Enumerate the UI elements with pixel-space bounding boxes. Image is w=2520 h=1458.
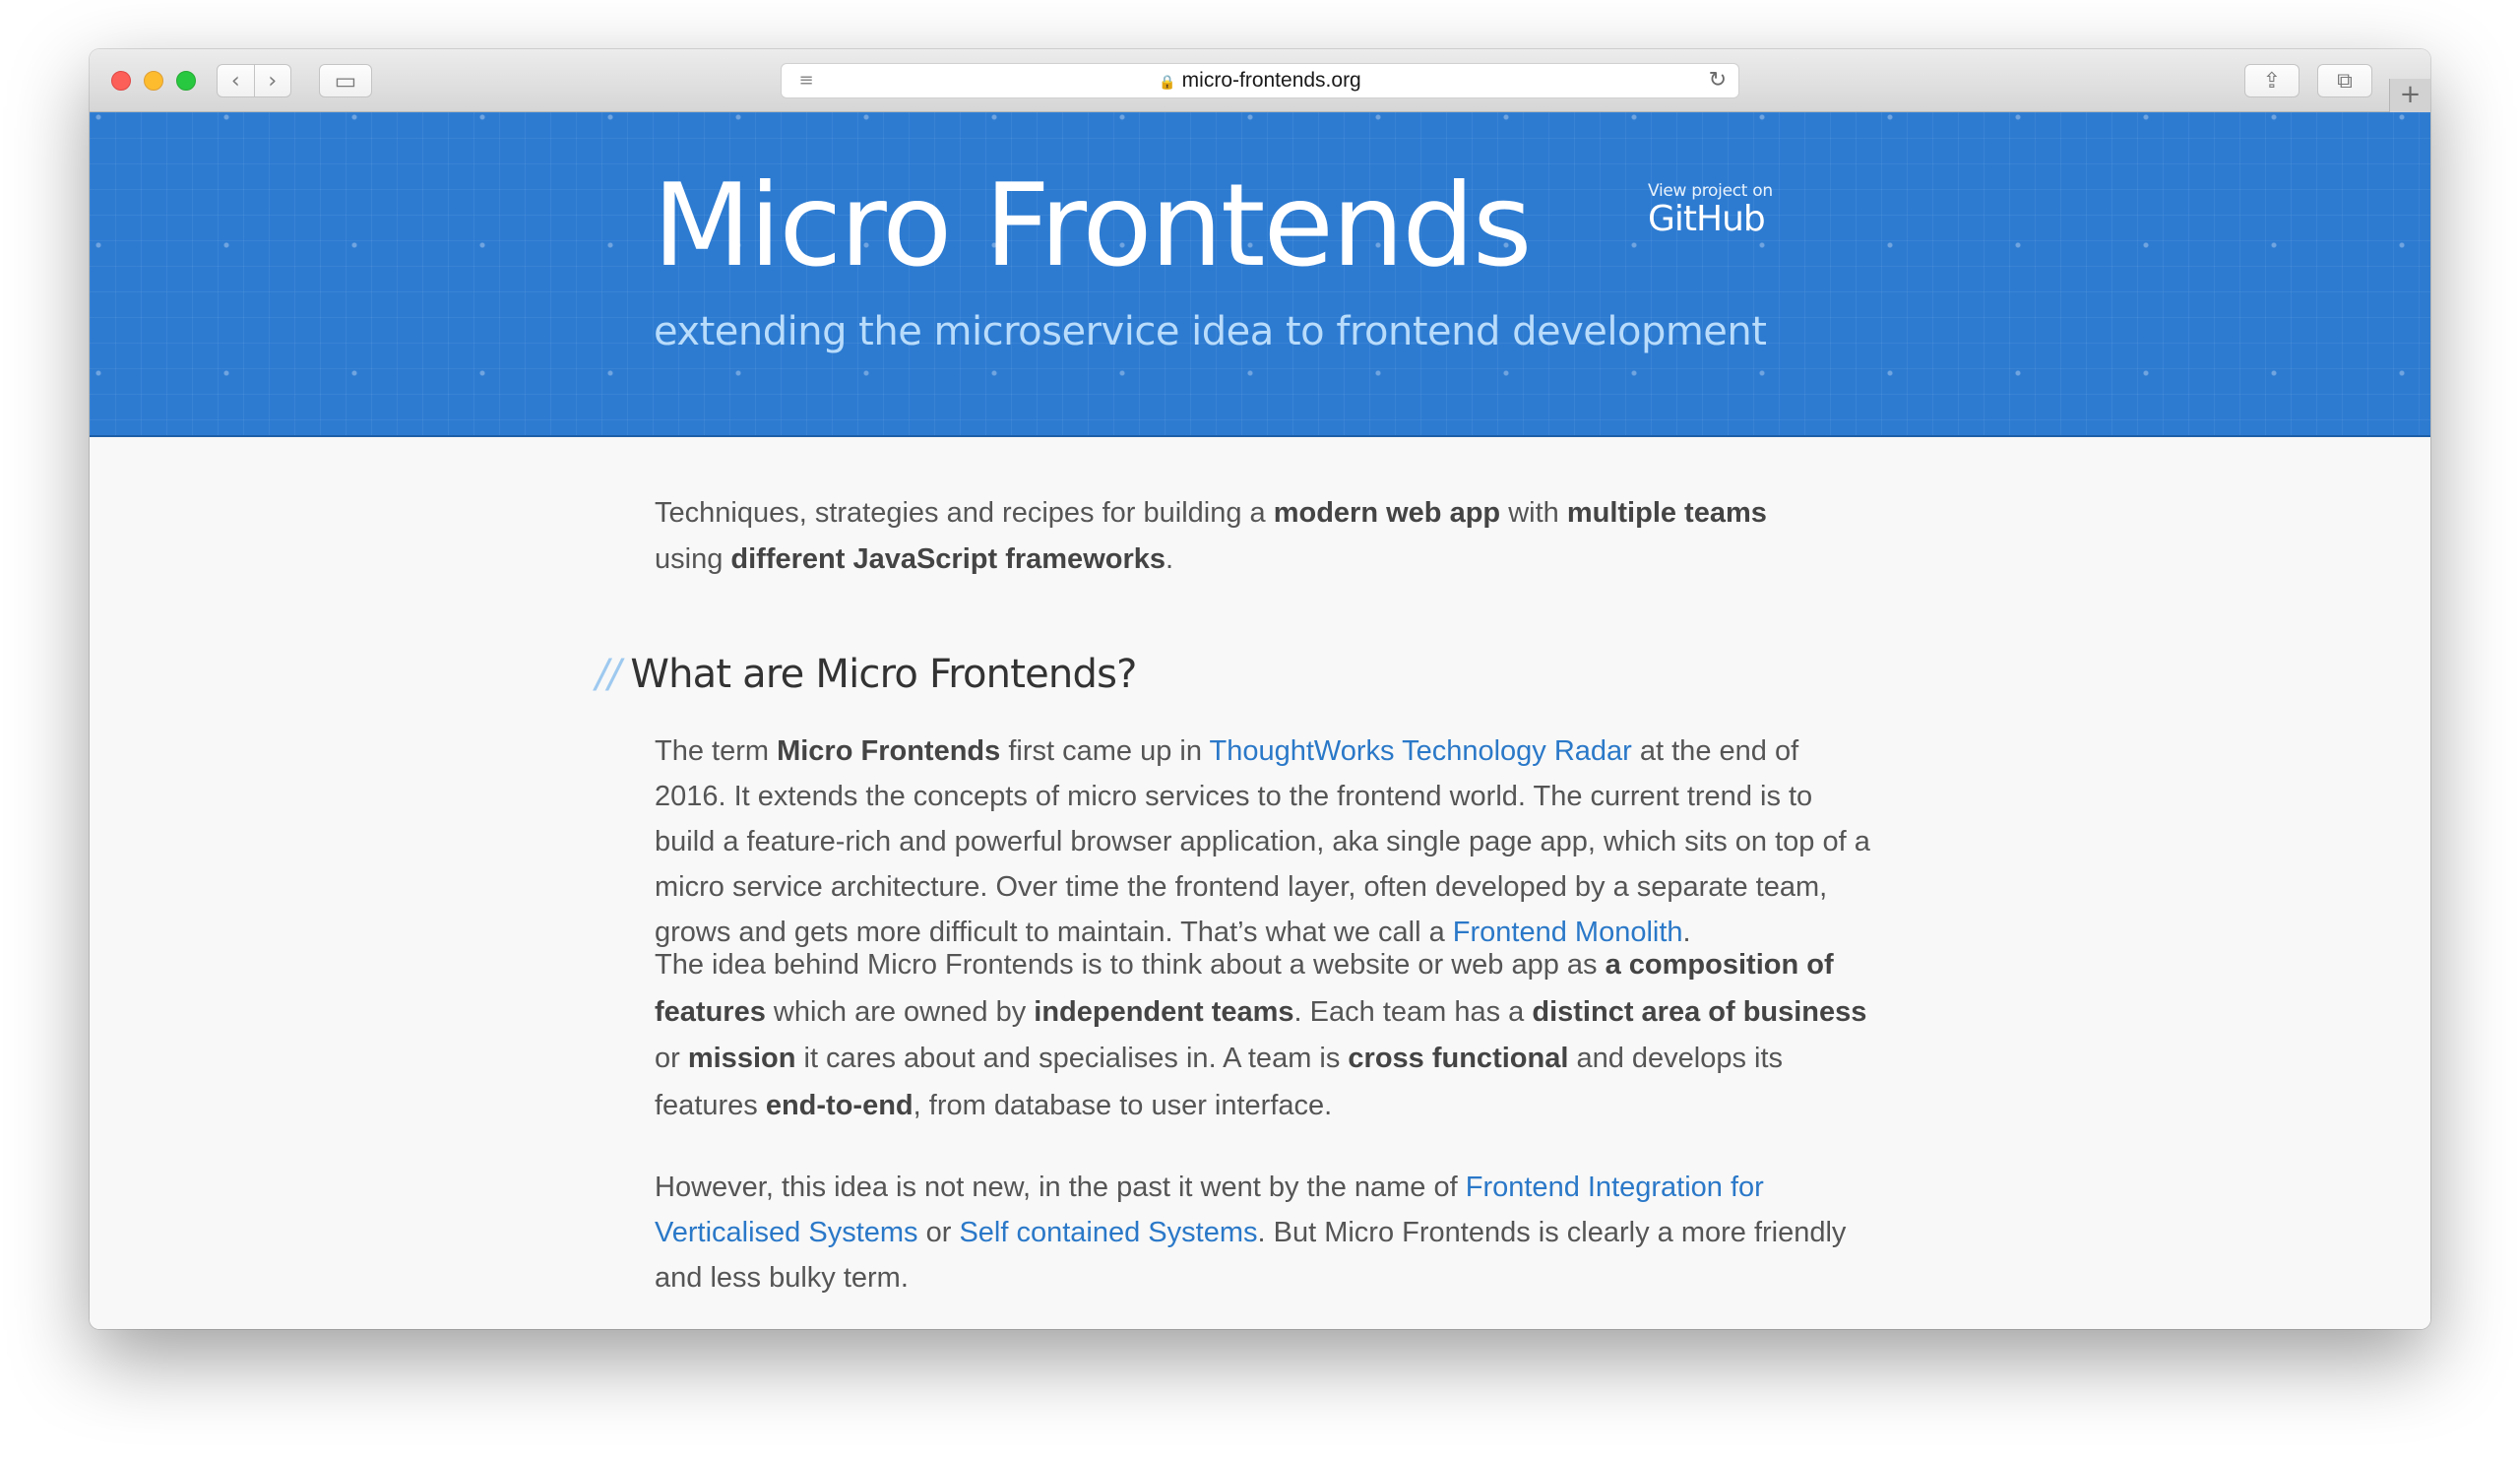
page-title: Micro Frontends	[653, 159, 1531, 292]
close-window-button[interactable]	[111, 71, 131, 91]
lock-icon: 🔒	[1159, 75, 1176, 91]
url-display[interactable]	[782, 64, 1738, 97]
text: The term	[655, 735, 778, 767]
text: The idea behind Micro Frontends is to think about a website or web app as	[655, 949, 1606, 981]
minimize-window-button[interactable]	[144, 71, 163, 91]
github-link-caption: View project on	[1648, 181, 1773, 201]
text: or	[655, 1043, 688, 1074]
emphasis: multiple teams	[1566, 497, 1767, 529]
emphasis: end-to-end	[765, 1089, 914, 1121]
frontend-monolith-link[interactable]: Frontend Monolith	[1452, 917, 1683, 948]
heading-slashes: //	[596, 652, 621, 697]
github-link-label: GitHub	[1648, 199, 1765, 239]
emphasis: modern web app	[1273, 497, 1501, 529]
heading-text: What are Micro Frontends?	[630, 652, 1137, 697]
forward-icon[interactable]: ›	[268, 68, 278, 94]
text: .	[1682, 917, 1691, 948]
main-content	[90, 439, 2430, 1329]
section-heading	[596, 652, 1137, 697]
emphasis: different JavaScript frameworks	[730, 543, 1166, 575]
zoom-window-button[interactable]	[176, 71, 196, 91]
text: and develops its features	[655, 1043, 1784, 1121]
text: or	[917, 1217, 960, 1248]
text: . But Micro Frontends is clearly a more friendly and less bulky term.	[655, 1217, 1847, 1294]
url-text: micro-frontends.org	[1181, 69, 1361, 92]
share-button[interactable]	[2244, 64, 2300, 97]
sidebar-icon: ▭	[334, 67, 357, 95]
text: at the end of 2016. It extends the concepts of micro services to the frontend world. The current trend is to build a feature-rich and powerful browser application, aka single page app, which sits on top of a micro service architecture. Over time the frontend layer, often developed by a separate team, grows and gets more difficult to maintain. That’s what we call a	[655, 735, 1870, 948]
text: it cares about and specialises in. A team is	[795, 1043, 1349, 1074]
text: Techniques, strategies and recipes for building a	[655, 497, 1274, 529]
emphasis: Micro Frontends	[777, 735, 1001, 767]
navigation-buttons	[217, 64, 291, 97]
text: first came up in	[1000, 735, 1210, 767]
page-tagline: extending the microservice idea to frontend development	[654, 309, 1767, 354]
emphasis: distinct area of business	[1532, 995, 1867, 1028]
text: . Each team has a	[1293, 995, 1533, 1028]
intro-paragraph	[655, 490, 1875, 583]
verticalised-systems-link[interactable]: Frontend Integration for Verticalised Systems	[655, 1172, 1764, 1248]
text: which are owned by	[765, 995, 1035, 1028]
sidebar-toggle-button[interactable]	[319, 64, 372, 97]
text: , from database to user interface.	[913, 1089, 1333, 1121]
emphasis: independent teams	[1034, 995, 1294, 1028]
emphasis: cross functional	[1348, 1043, 1569, 1074]
back-icon[interactable]: ‹	[230, 68, 240, 94]
emphasis: mission	[687, 1043, 796, 1074]
text: .	[1166, 543, 1174, 575]
page-header	[90, 112, 2430, 437]
paragraph-idea	[655, 942, 1875, 1129]
title-bar	[90, 49, 2430, 112]
text: with	[1500, 497, 1567, 529]
address-bar[interactable]	[781, 63, 1739, 98]
text: However, this idea is not new, in the past it went by the name of	[655, 1172, 1466, 1203]
new-tab-button[interactable]	[2389, 79, 2430, 112]
browser-window	[90, 49, 2430, 1329]
text: using	[655, 543, 731, 575]
plus-icon: +	[2399, 80, 2422, 109]
tabs-icon: ⧉	[2337, 68, 2353, 94]
show-tabs-button[interactable]	[2317, 64, 2372, 97]
emphasis: a composition of features	[655, 949, 1834, 1028]
thoughtworks-radar-link[interactable]: ThoughtWorks Technology Radar	[1209, 735, 1632, 767]
share-icon: ⇪	[2262, 68, 2282, 94]
paragraph-history	[655, 1165, 1875, 1300]
reader-view-icon[interactable]: ≡	[798, 70, 814, 91]
github-link[interactable]	[1648, 181, 1773, 239]
paragraph-definition	[655, 729, 1875, 955]
self-contained-systems-link[interactable]: Self contained Systems	[959, 1217, 1258, 1248]
reload-icon[interactable]: ↻	[1708, 68, 1727, 93]
